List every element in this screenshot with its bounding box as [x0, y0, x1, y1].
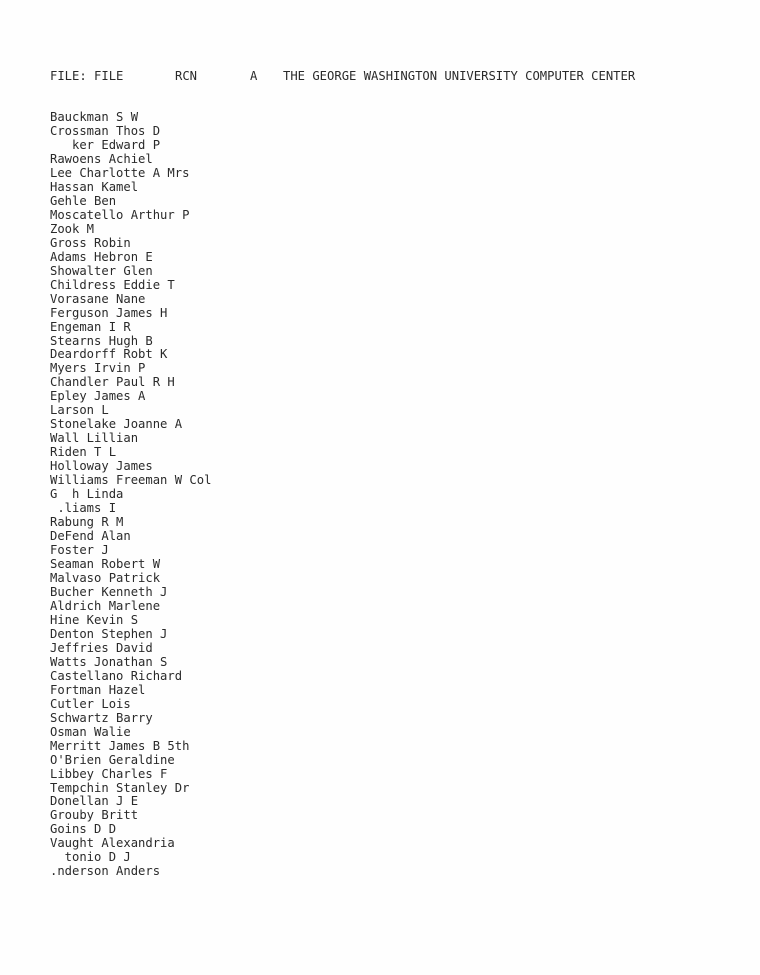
list-item: Hassan Kamel [50, 179, 139, 194]
organization-title: THE GEORGE WASHINGTON UNIVERSITY COMPUTER CENTER [283, 69, 636, 83]
list-item: Myers Irvin P [50, 361, 146, 376]
list-item: Fortman Hazel [50, 682, 146, 697]
list-item: Adams Hebron E [50, 249, 153, 264]
list-item: Moscatello Arthur P [50, 207, 190, 222]
list-item: Holloway James [50, 459, 153, 474]
code-label: A [250, 69, 258, 83]
list-item: Epley James A [50, 389, 146, 404]
list-item: Merritt James B 5th [50, 738, 190, 753]
list-item: .liams I [50, 501, 117, 516]
list-item: Ferguson James H [50, 305, 168, 320]
list-item: Jeffries David [50, 640, 153, 655]
list-item: Childress Eddie T [50, 277, 175, 292]
list-item: Wall Lillian [50, 431, 139, 446]
list-item: Osman Walie [50, 724, 131, 739]
list-item: Gehle Ben [50, 193, 117, 208]
list-item: tonio D J [50, 850, 131, 865]
list-item: Deardorff Robt K [50, 347, 168, 362]
list-item: Watts Jonathan S [50, 654, 168, 669]
list-item: Hine Kevin S [50, 612, 139, 627]
list-item: Bucher Kenneth J [50, 584, 168, 599]
list-item: Showalter Glen [50, 263, 153, 278]
list-item: G h Linda [50, 487, 124, 502]
list-item: Riden T L [50, 445, 117, 460]
name-list [50, 111, 211, 879]
list-item: Aldrich Marlene [50, 598, 161, 613]
list-item: Castellano Richard [50, 668, 183, 683]
list-item: Zook M [50, 221, 95, 236]
list-item: Larson L [50, 403, 109, 418]
list-item: Stearns Hugh B [50, 333, 153, 348]
list-item: Gross Robin [50, 235, 131, 250]
list-item: Engeman I R [50, 319, 131, 334]
list-item: Rawoens Achiel [50, 151, 153, 166]
list-item: ker Edward P [50, 137, 161, 152]
list-item: Libbey Charles F [50, 766, 168, 781]
list-item: Schwartz Barry [50, 710, 153, 725]
list-item: Malvaso Patrick [50, 570, 161, 585]
list-item: Vorasane Nane [50, 291, 146, 306]
list-item: Denton Stephen J [50, 626, 168, 641]
list-item: DeFend Alan [50, 529, 131, 544]
list-item: Grouby Britt [50, 808, 139, 823]
list-item: Bauckman S W [50, 110, 139, 124]
list-item: Cutler Lois [50, 696, 131, 711]
report-header [50, 68, 750, 84]
file-label: FILE: FILE [50, 69, 124, 83]
list-item: .nderson Anders [50, 864, 161, 879]
list-item: Seaman Robert W [50, 557, 161, 571]
list-item: Stonelake Joanne A [50, 417, 183, 432]
list-item: Vaught Alexandria [50, 836, 175, 851]
list-item: Rabung R M [50, 515, 124, 530]
list-item: Crossman Thos D [50, 123, 161, 138]
list-item: Lee Charlotte A Mrs [50, 165, 190, 180]
list-item: Goins D D [50, 822, 117, 837]
rcn-label: RCN [175, 69, 198, 83]
list-item: Williams Freeman W Col [50, 473, 212, 488]
list-item: Foster J [50, 543, 109, 558]
list-item: Tempchin Stanley Dr [50, 780, 190, 795]
list-item: Donellan J E [50, 794, 139, 809]
list-item: O'Brien Geraldine [50, 752, 175, 767]
list-item: Chandler Paul R H [50, 375, 175, 390]
